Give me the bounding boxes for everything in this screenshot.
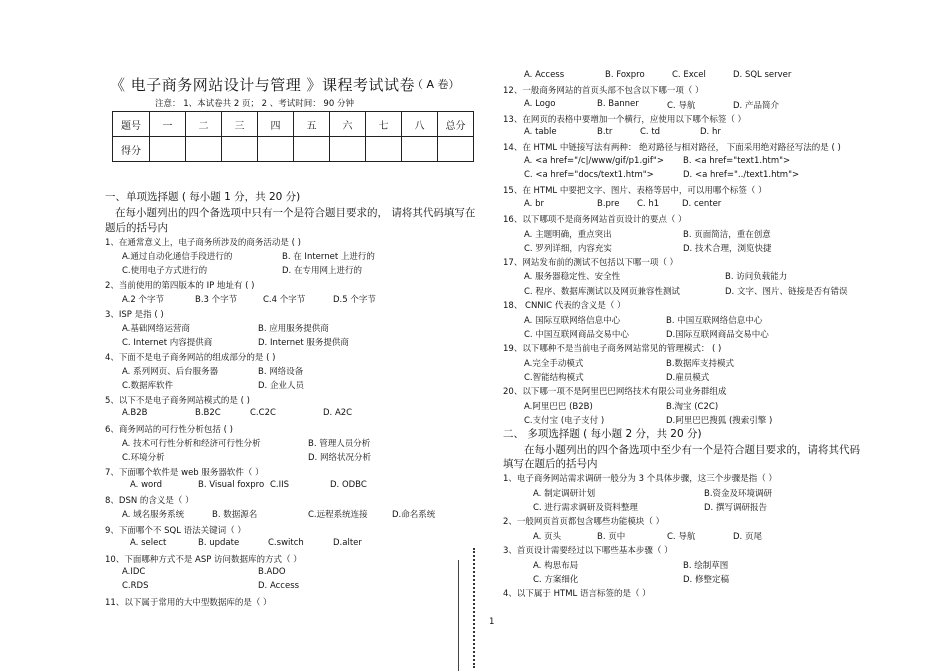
score-cell [258,137,294,162]
answer-option: D. A2C [323,408,353,418]
answer-option: D. 修整定稿 [683,575,729,585]
answer-option: D. center [682,199,722,209]
score-header-cell: 二 [186,112,222,137]
question-text: 3、ISP 是指 ( ) [105,310,164,320]
answer-option: C.RDS [122,581,149,591]
answer-option: C.智能结构模式 [524,373,584,383]
answer-option: C.switch [268,538,304,548]
answer-option: C.4 个字节 [263,295,306,305]
answer-option: D. 技术合理，浏览快捷 [683,244,772,254]
answer-option: C. 导航 [667,101,696,111]
question-text: 12、一般商务网站的首页头部不包含以下哪一项（ ） [503,86,704,96]
answer-option: B. update [198,538,240,548]
answer-option: D.命名系统 [392,510,436,520]
question-text: 16、以下哪项不是商务网站首页设计的要点（ ） [503,215,687,225]
binding-dotted-line [473,548,477,668]
question-text: 8、DSN 的含义是（ ） [105,496,194,506]
answer-option: C. 罗列详细，内容充实 [524,244,612,254]
answer-option: D. 产品简介 [733,101,779,111]
answer-option: A.B2B [122,408,148,418]
answer-option: B.B2C [195,408,221,418]
answer-option: C. <a href="docs/text1.htm"> [524,170,654,180]
answer-option: A.2 个字节 [122,295,164,305]
answer-option: C.数据库软件 [122,381,174,391]
section1-intro-line1: 在每小题列出的四个备选项中只有一个是符合题目要求的， 请将其代码填写在 [115,207,476,219]
answer-option: D. 文字、图片、链接是否有错误 [725,287,848,297]
answer-option: B.淘宝 (C2C) [666,402,719,412]
score-header-cell: 五 [294,112,330,137]
answer-option: A.IDC [122,567,146,577]
answer-option: D.5 个字节 [333,295,376,305]
question-text: 3、首页设计需要经过以下哪些基本步骤（ ） [503,546,673,556]
exam-variant: （ A 卷） [412,78,460,91]
score-header-cell: 总分 [438,112,474,137]
score-cell [150,137,186,162]
score-row-label: 得分 [113,137,150,162]
answer-option: B. 数据源名 [212,510,258,520]
answer-option: D. <a href="../text1.htm"> [683,170,800,180]
question-text: 4、下面不是电子商务网站的组成部分的是 ( ) [105,353,276,363]
score-cell [186,137,222,162]
binding-vertical-line [458,560,459,671]
section2-heading: 二、 多项选择题 ( 每小题 2 分，共 20 分) [503,428,702,440]
answer-option: A. Logo [524,99,556,109]
score-cell [222,137,258,162]
answer-option: D. ODBC [330,480,367,490]
answer-option: B. Foxpro [605,70,645,80]
answer-option: B.tr [597,127,613,137]
question-text: 4、以下属于 HTML 语言标签的是（ ） [503,589,651,599]
score-table-score-row [113,137,474,162]
score-header-cell: 一 [150,112,186,137]
answer-option: D.alter [333,538,362,548]
answer-option: C. Excel [672,70,706,80]
answer-option: C. 方案细化 [533,575,579,585]
answer-option: B. 绘制草图 [683,561,729,571]
answer-option: B.数据库支持模式 [666,359,735,369]
answer-option: D. 企业人员 [258,381,304,391]
answer-option: D. 撰写调研报告 [704,503,767,513]
answer-option: C. td [640,127,661,137]
section1-heading: 一、单项选择题 ( 每小题 1 分，共 20 分) [105,191,301,203]
answer-option: C. 进行需求调研及资料整理 [533,503,638,513]
exam-title: 《 电子商务网站设计与管理 》课程考试试卷 [110,76,416,94]
answer-option: C.支付宝 (电子支付 ) [524,416,605,426]
answer-option: B. 在 Internet 上进行的 [282,252,375,262]
answer-option: A. br [524,199,544,209]
answer-option: B. 页面简洁，重在创意 [683,230,771,240]
section2-intro-line1: 在每小题列出的四个备选项中至少有一个是符合题目要求的，请将其代码 [524,444,860,456]
score-header-cell: 八 [402,112,438,137]
answer-option: A. table [524,127,557,137]
answer-option: D. Internet 服务提供商 [258,338,349,348]
answer-option: A. 构思布局 [533,561,579,571]
answer-option: A. 系列网页、后台服务器 [122,367,219,377]
answer-option: D. Access [258,581,300,591]
answer-option: A. word [130,480,162,490]
answer-option: C. Internet 内容提供商 [122,338,213,348]
question-text: 15、在 HTML 中要把文字、图片、表格等居中，可以用哪个标签（ ） [503,186,767,196]
answer-option: D. 在专用网上进行的 [282,266,362,276]
score-header-cell: 四 [258,112,294,137]
answer-option: A. 国际互联网络信息中心 [524,316,621,326]
answer-option: B. Banner [597,99,639,109]
answer-option: C. h1 [637,199,660,209]
answer-option: A. 主题明确，重点突出 [524,230,612,240]
answer-option: A. 制定调研计划 [533,489,596,499]
answer-option: D.国际互联网商品交易中心 [666,330,769,340]
answer-option: B.pre [597,199,620,209]
question-text: 1、电子商务网站需求调研一般分为 3 个具体步骤，这三个步骤是指（ ） [503,474,777,484]
answer-option: B. Visual foxpro [198,480,265,490]
question-text: 6、商务网站的可行性分析包括 ( ) [105,425,233,435]
question-text: 10、下面哪种方式不是 ASP 访问数据库的方式（ ） [105,555,302,565]
answer-option: A.基础网络运营商 [122,324,190,334]
answer-option: C.远程系统连接 [308,510,368,520]
score-cell [330,137,366,162]
answer-option: D. hr [700,127,721,137]
section2-intro-line2: 填写在题后的括号内 [503,458,598,470]
question-text: 20、以下哪一项不是阿里巴巴网络技术有限公司业务群组成 [503,387,727,397]
question-text: 14、在 HTML 中链接写法有两种： 绝对路径与相对路径， 下面采用绝对路径写法的是 ( ) [503,143,841,153]
score-header-cell: 三 [222,112,258,137]
score-header-cell: 七 [366,112,402,137]
question-text: 11、以下属于常用的大中型数据库的是（ ） [105,598,272,608]
answer-option: A. 服务器稳定性、安全性 [524,272,621,282]
score-header-cell: 题号 [113,112,150,137]
answer-option: B.资金及环境调研 [704,489,773,499]
page-number: 1 [489,617,495,627]
answer-option: D. 页尾 [733,532,762,542]
question-text: 1、在通常意义上，电子商务所涉及的商务活动是 ( ) [105,238,301,248]
answer-option: C. 程序、数据库测试以及网页兼容性测试 [524,287,680,297]
answer-option: C.环境分析 [122,453,165,463]
answer-option: B.3 个字节 [195,295,238,305]
answer-option: D. SQL server [733,70,792,80]
answer-option: A.完全手动模式 [524,359,584,369]
answer-option: B. 应用服务提供商 [258,324,329,334]
question-text: 2、当前使用的第四版本的 IP 地址有 ( ) [105,281,255,291]
score-cell [294,137,330,162]
answer-option: C.IIS [270,480,290,490]
answer-option: B. 管理人员分析 [308,439,371,449]
answer-option: C. 中国互联网商品交易中心 [524,330,629,340]
score-header-cell: 六 [330,112,366,137]
answer-option: A. 页头 [533,532,562,542]
exam-note: 注意： 1、本试卷共 2 页； 2 、考试时间： 90 分钟 [155,99,354,109]
answer-option: A.阿里巴巴 (B2B) [524,402,593,412]
answer-option: C.C2C [250,408,276,418]
question-text: 18、 CNNIC 代表的含义是（ ） [503,301,626,311]
question-text: 7、下面哪个软件是 web 服务器软件（ ） [105,468,264,478]
answer-option: B.ADO [258,567,286,577]
answer-option: A. 域名服务系统 [122,510,185,520]
question-text: 5、以下不是电子商务网站模式的是 ( ) [105,396,250,406]
answer-option: B. 访问负载能力 [725,272,788,282]
question-text: 13、在网页的表格中要增加一个横行，应使用以下哪个标签（ ） [503,115,747,125]
answer-option: D.阿里巴巴搜狐 (搜索引擎 ) [666,416,773,426]
score-cell [366,137,402,162]
answer-option: B. 网络设备 [258,367,304,377]
answer-option: C.使用电子方式进行的 [122,266,208,276]
answer-option: B. 中国互联网络信息中心 [666,316,763,326]
answer-option: D.雇员模式 [666,373,710,383]
question-text: 19、以下哪种不是当前电子商务网站常见的管理模式： ( ) [503,344,722,354]
score-table-header-row [113,112,474,137]
question-text: 9、下面哪个不 SQL 语法关键词（ ） [105,526,246,536]
section1-intro-line2: 题后的括号内 [105,222,168,234]
score-cell [402,137,438,162]
answer-option: A. select [130,538,167,548]
answer-option: C. 导航 [667,532,696,542]
question-text: 17、网站发布前的测试不包括以下哪一项（ ） [503,258,679,268]
answer-option: D. 网络状况分析 [308,453,371,463]
answer-option: A. Access [524,70,565,80]
answer-option: A.通过自动化通信手段进行的 [122,252,233,262]
answer-option: A. <a href="/c|/www/gif/p1.gif"> [524,156,664,166]
answer-option: B. <a href="text1.htm"> [683,156,791,166]
answer-option: A. 技术可行性分析和经济可行性分析 [122,439,261,449]
score-cell [438,137,474,162]
answer-option: B. 页中 [597,532,626,542]
question-text: 2、一般网页首页都包含哪些功能模块（ ） [503,517,665,527]
score-table [112,111,474,162]
